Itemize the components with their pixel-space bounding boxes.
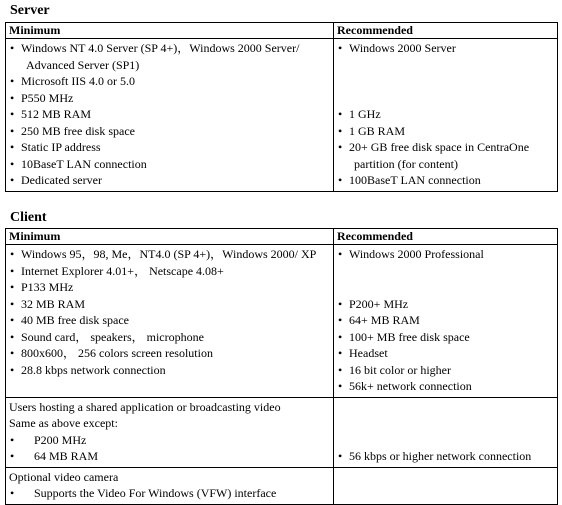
spec-item [9, 156, 331, 173]
server-spec-row [6, 39, 558, 192]
spacer-line [337, 399, 555, 416]
spec-item-text: 1 GHz [349, 107, 381, 121]
spec-item-text: P200+ MHz [349, 296, 409, 311]
spec-item-text: P550 MHz [21, 90, 74, 105]
spec-item [9, 123, 331, 140]
spacer-line [337, 432, 555, 449]
spec-item [9, 469, 331, 486]
spec-item-text: 16 bit color or higher [349, 362, 451, 377]
client-recommended-cell [334, 245, 558, 398]
spec-item-text: Dedicated server [21, 173, 102, 187]
server-minimum-cell [6, 39, 334, 192]
spec-item [337, 172, 555, 189]
client-video-recommended-cell [334, 467, 558, 504]
spec-item-text: Headset [349, 346, 388, 360]
spec-item [9, 106, 331, 123]
spec-item-text: 250 MB free disk space [21, 123, 135, 138]
spec-item-text: 56 kbps or higher network connection [349, 449, 532, 463]
client-requirements-table [5, 228, 558, 505]
spec-item [9, 329, 331, 346]
spec-item [9, 362, 331, 379]
client-hosting-row [6, 397, 558, 467]
spec-item-text: 56k+ network connection [349, 379, 472, 393]
spacer-line [337, 279, 555, 296]
spec-item-text: Microsoft IIS 4.0 or 5.0 [21, 74, 135, 88]
spec-item-text: Same as above except: [9, 416, 118, 430]
server-recommended-header: Recommended [334, 23, 558, 39]
spec-item-text: Optional video camera [9, 469, 119, 484]
spec-item [9, 448, 331, 465]
spec-item [9, 172, 331, 189]
spec-item-text: Users hosting a shared application or broadcasting video [9, 399, 281, 414]
spec-item-text: 1 GB RAM [349, 123, 406, 138]
spec-item-text: 28.8 kbps network connection [21, 362, 166, 377]
spec-item-text: Windows 2000 Server [349, 41, 456, 55]
client-hosting-recommended-list [337, 399, 555, 465]
spec-item [337, 40, 555, 57]
spec-item-text: 40 MB free disk space [21, 313, 129, 327]
spec-item-text: Sound card， speakers， microphone [21, 329, 204, 344]
client-hosting-minimum-cell [6, 397, 334, 467]
server-requirements-table [5, 22, 558, 192]
spec-item-text: P200 MHz [34, 432, 87, 447]
client-video-row [6, 467, 558, 504]
spec-item [337, 345, 555, 362]
spec-item [337, 378, 555, 395]
spec-item [9, 485, 331, 502]
spec-item-text: partition (for content) [354, 156, 458, 171]
spec-item-text: Internet Explorer 4.01+， Netscape 4.08+ [21, 263, 224, 278]
spec-item-text: 10BaseT LAN connection [21, 156, 147, 171]
spec-item [9, 279, 331, 296]
spec-item-text: Supports the Video For Windows (VFW) interface [34, 486, 277, 500]
spec-item-text: 32 MB RAM [21, 296, 86, 311]
spec-item [9, 40, 331, 57]
spec-item [337, 139, 555, 156]
spec-item [9, 57, 331, 74]
client-hosting-minimum-list [9, 399, 331, 465]
spec-item-text: 20+ GB free disk space in CentraOne [349, 140, 530, 154]
client-video-minimum-cell [6, 467, 334, 504]
server-header-row [6, 23, 558, 39]
spec-item [337, 362, 555, 379]
spacer-line [337, 73, 555, 90]
client-recommended-header: Recommended [334, 229, 558, 245]
spec-item [337, 448, 555, 465]
spacer-line [337, 90, 555, 107]
spec-item [337, 106, 555, 123]
client-minimum-list [9, 246, 331, 378]
spec-item-text: 800x600， 256 colors screen resolution [21, 346, 213, 360]
client-minimum-cell [6, 245, 334, 398]
server-minimum-header: Minimum [6, 23, 334, 39]
spec-item [337, 123, 555, 140]
spec-item-text: Static IP address [21, 140, 101, 154]
spec-item [9, 296, 331, 313]
spec-item [9, 73, 331, 90]
server-minimum-list [9, 40, 331, 189]
server-section-title: Server [10, 3, 50, 18]
client-recommended-list [337, 246, 555, 395]
spec-item [9, 312, 331, 329]
spec-item-text: P133 MHz [21, 280, 74, 294]
spec-item [9, 263, 331, 280]
spec-item [337, 312, 555, 329]
spec-item-text: 64 MB RAM [34, 449, 99, 463]
spacer-line [337, 415, 555, 432]
server-recommended-cell [334, 39, 558, 192]
spacer-line [337, 57, 555, 74]
spec-item [9, 139, 331, 156]
spec-item-text: Windows 95，98, Me，NT4.0 (SP 4+)，Windows 2000/ XP [21, 247, 317, 261]
spec-item-text: 64+ MB RAM [349, 313, 420, 327]
spacer-line [337, 263, 555, 280]
client-hosting-recommended-cell [334, 397, 558, 467]
spec-item [9, 432, 331, 449]
spec-item-text: 512 MB RAM [21, 107, 92, 121]
spec-item-text: Advanced Server (SP1) [26, 57, 140, 72]
spec-item [337, 246, 555, 263]
spec-item [9, 415, 331, 432]
spec-item [337, 329, 555, 346]
spec-item-text: Windows NT 4.0 Server (SP 4+)，Windows 2000 Server/ [21, 41, 300, 55]
spec-item [9, 246, 331, 263]
client-spec-row [6, 245, 558, 398]
spec-item [337, 296, 555, 313]
spec-item-text: Windows 2000 Professional [349, 247, 484, 261]
client-section-title: Client [10, 210, 47, 225]
spec-item-text: 100BaseT LAN connection [349, 173, 481, 187]
server-recommended-list [337, 40, 555, 189]
client-minimum-header: Minimum [6, 229, 334, 245]
spec-item [9, 90, 331, 107]
spec-item [337, 156, 555, 173]
client-video-minimum-list [9, 469, 331, 502]
spec-item [9, 399, 331, 416]
spec-item-text: 100+ MB free disk space [349, 329, 470, 344]
client-header-row [6, 229, 558, 245]
spec-item [9, 345, 331, 362]
